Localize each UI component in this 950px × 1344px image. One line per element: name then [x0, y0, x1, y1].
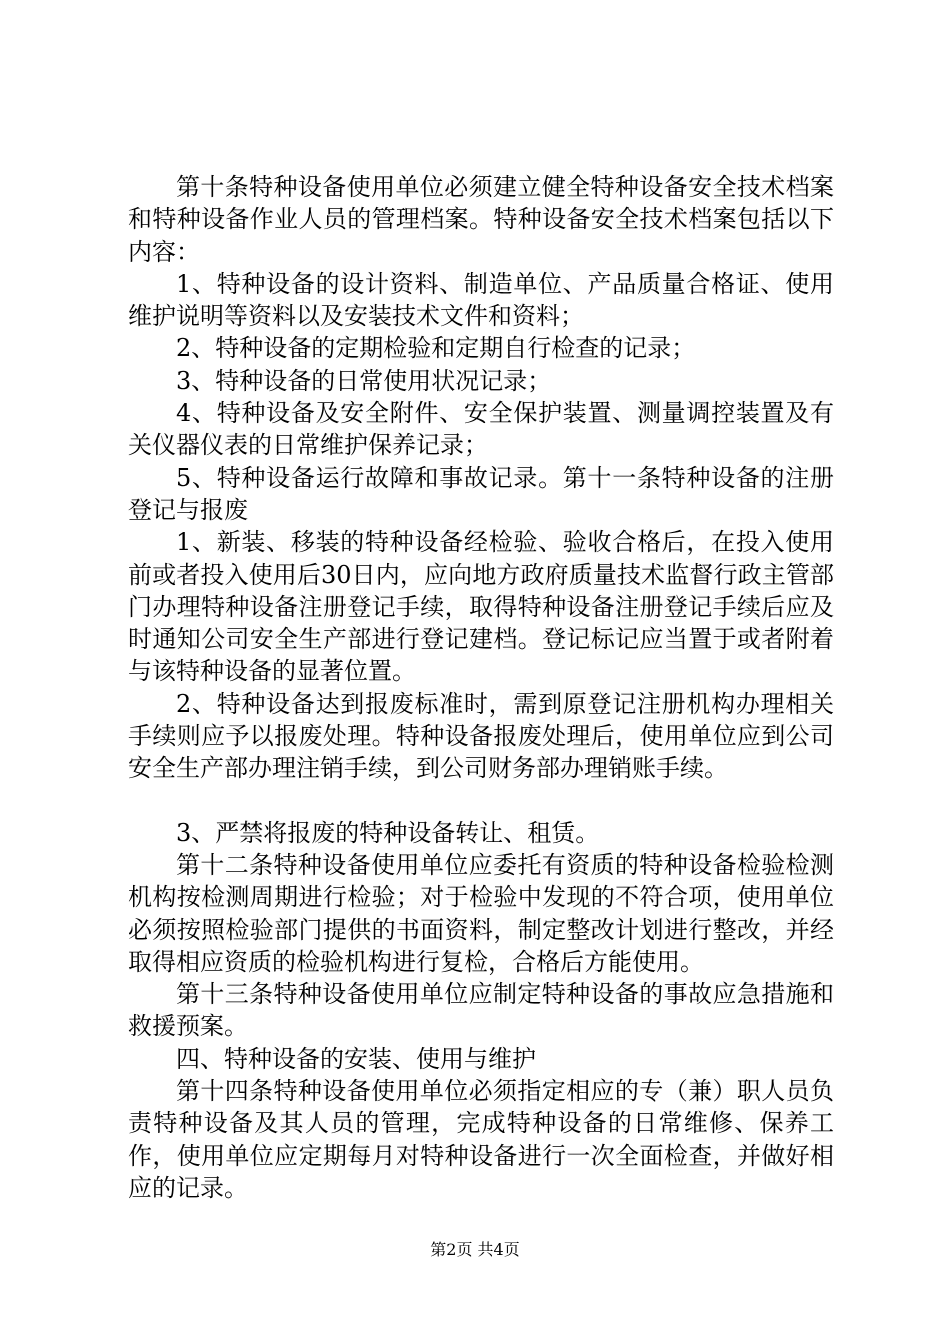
paragraph-item-5: 5、特种设备运行故障和事故记录。第十一条特种设备的注册登记与报废: [128, 463, 834, 524]
paragraph-item-2: 2、特种设备的定期检验和定期自行检查的记录；: [176, 334, 696, 363]
document-body: [128, 171, 834, 1204]
paragraph-article-10: 第十条特种设备使用单位必须建立健全特种设备安全技术档案和特种设备作业人员的管理档案。特种设备安全技术档案包括以下内容：: [128, 173, 834, 266]
paragraph-article-12: 第十二条特种设备使用单位应委托有资质的特种设备检验检测机构按检测周期进行检验；对于检验中发现的不符合项，使用单位必须按照检验部门提供的书面资料，制定整改计划进行整改，并经取得相应资质的检验机构进行复检，合格后方能使用。: [128, 850, 834, 976]
paragraph-registration-2: 2、特种设备达到报废标准时，需到原登记注册机构办理相关手续则应予以报废处理。特种设备报废处理后，使用单位应到公司安全生产部办理注销手续，到公司财务部办理销账手续。: [128, 689, 834, 783]
section-heading-4: 四、特种设备的安装、使用与维护: [176, 1044, 536, 1073]
paragraph-article-13: 第十三条特种设备使用单位应制定特种设备的事故应急措施和救援预案。: [128, 980, 834, 1041]
page-number-label: 第2页 共4页: [430, 1240, 520, 1259]
paragraph-registration-3: 3、严禁将报废的特种设备转让、租赁。: [176, 818, 600, 847]
paragraph-item-3: 3、特种设备的日常使用状况记录；: [176, 366, 552, 395]
page-footer: [0, 1240, 950, 1260]
paragraph-article-14: 第十四条特种设备使用单位必须指定相应的专（兼）职人员负责特种设备及其人员的管理，完成特种设备的日常维修、保养工作，使用单位应定期每月对特种设备进行一次全面检查，并做好相应的记录。: [128, 1077, 834, 1202]
paragraph-item-4: 4、特种设备及安全附件、安全保护装置、测量调控装置及有关仪器仪表的日常维护保养记录；: [128, 399, 834, 460]
paragraph-item-1: 1、特种设备的设计资料、制造单位、产品质量合格证、使用维护说明等资料以及安装技术文件和资料；: [128, 269, 834, 331]
paragraph-registration-1: 1、新装、移装的特种设备经检验、验收合格后，在投入使用前或者投入使用后30日内，应向地方政府质量技术监督行政主管部门办理特种设备注册登记手续，取得特种设备注册登记手续后应及时通知公司安全生产部进行登记建档。登记标记应当置于或者附着与该特种设备的显著位置。: [128, 528, 834, 686]
